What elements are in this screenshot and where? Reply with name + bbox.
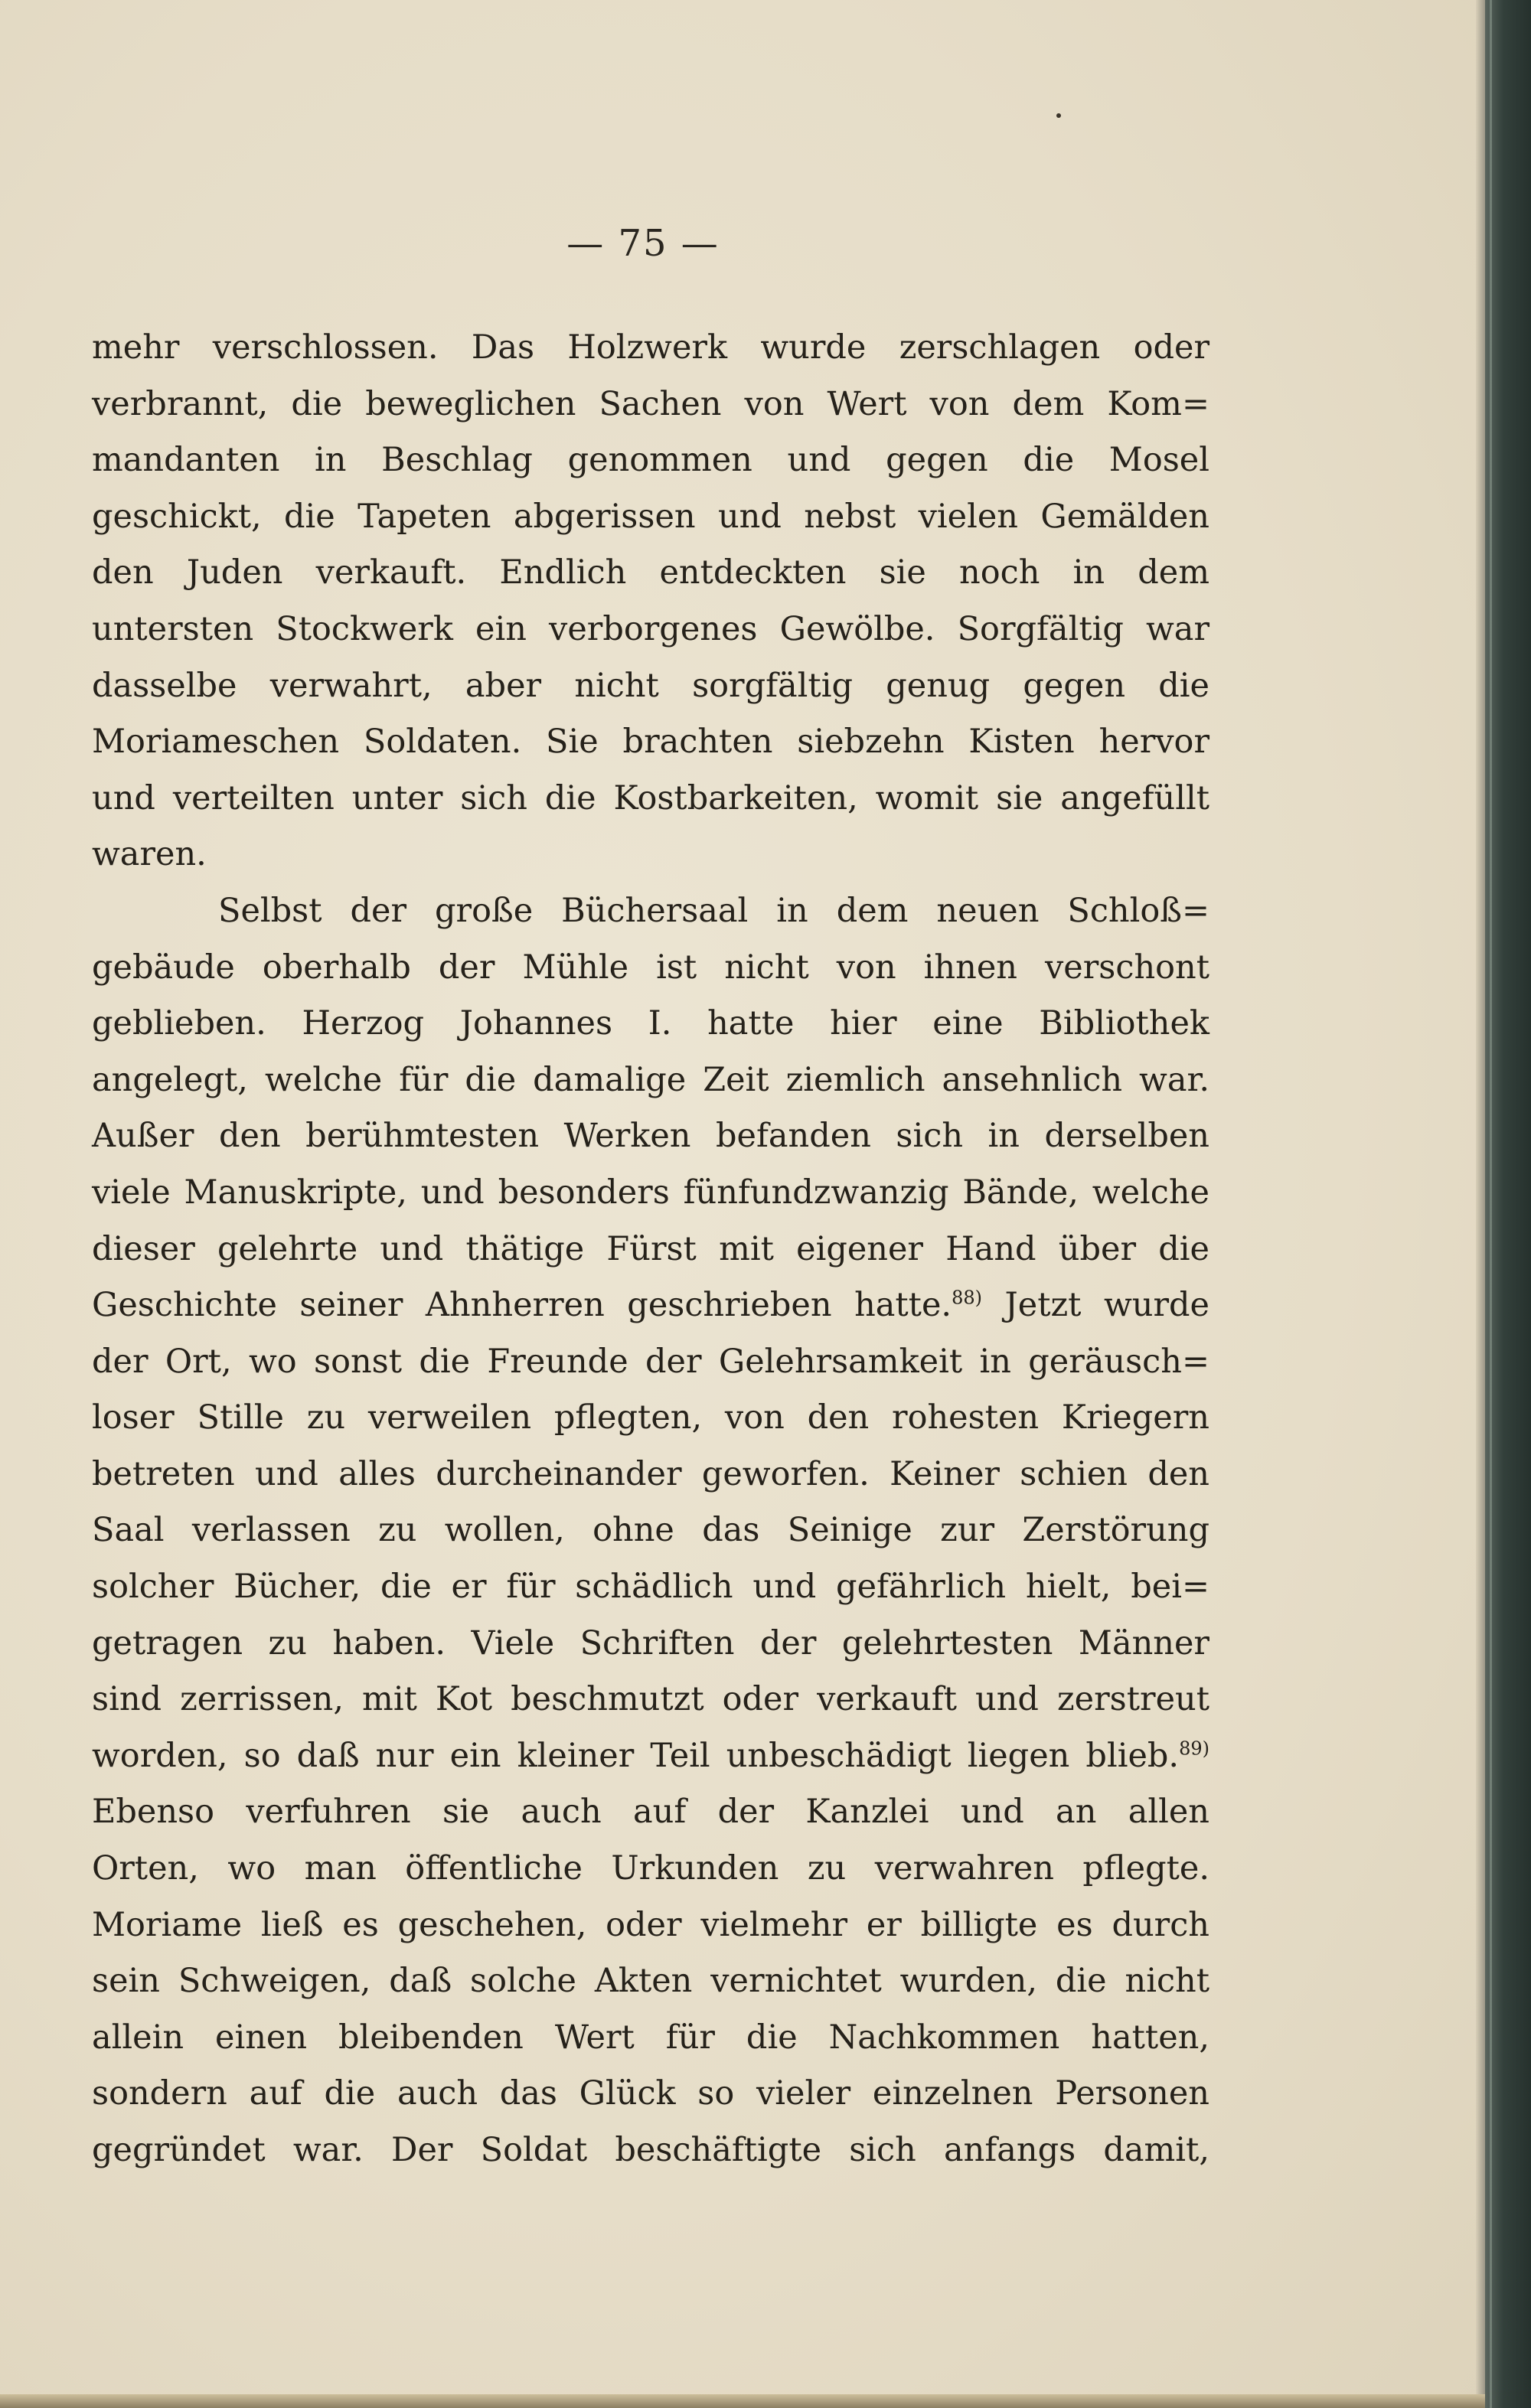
binding-stripe <box>1490 0 1492 2408</box>
text-line-content: getragen zu haben. Viele Schriften der gelehrtesten Männer <box>92 1623 1209 1662</box>
body-text <box>92 320 1209 2179</box>
text-line-content: sein Schweigen, daß solche Akten vernichtet wurden, die nicht <box>92 1962 1209 2001</box>
text-line-content: sondern auf die auch das Glück so vieler einzelnen Personen <box>92 2074 1209 2113</box>
footnote-reference: 89) <box>1179 1737 1209 1760</box>
page-number: — 75 — <box>566 222 720 265</box>
text-line <box>92 489 1209 546</box>
text-line-content: loser Stille zu verweilen pflegten, von den rohesten Kriegern <box>92 1398 1209 1437</box>
text-line <box>92 1953 1209 2010</box>
text-line <box>92 771 1209 827</box>
footnote-reference: 88) <box>952 1287 982 1309</box>
text-line <box>92 2010 1209 2067</box>
text-line <box>92 1841 1209 1897</box>
text-line <box>92 1616 1209 1672</box>
text-line-content: angelegt, welche für die damalige Zeit ziemlich ansehnlich war. <box>92 1060 1209 1099</box>
text-line <box>92 2122 1209 2179</box>
text-line <box>92 377 1209 433</box>
page-bottom-edge <box>0 2394 1485 2408</box>
text-line <box>92 602 1209 658</box>
text-line-content: den Juden verkauft. Endlich entdeckten sie noch in dem <box>92 553 1209 592</box>
text-line <box>92 883 1209 940</box>
text-line <box>92 714 1209 771</box>
text-line <box>92 1447 1209 1503</box>
text-line <box>92 545 1209 602</box>
text-line <box>92 940 1209 997</box>
text-line-content: geblieben. Herzog Johannes I. hatte hier eine Bibliothek <box>92 1004 1209 1043</box>
text-line-content: Moriame ließ es geschehen, oder vielmehr er billigte es durch <box>92 1905 1209 1944</box>
text-line <box>92 827 1209 883</box>
text-line-content: betreten und alles durcheinander geworfen. Keiner schien den <box>92 1454 1209 1493</box>
text-line <box>92 1672 1209 1728</box>
text-line-content: dieser gelehrte und thätige Fürst mit eigener Hand über die <box>92 1229 1209 1268</box>
text-line <box>92 1165 1209 1222</box>
text-line-content: Selbst der große Büchersaal in dem neuen Schloß= <box>218 891 1209 930</box>
text-line <box>92 1052 1209 1109</box>
text-line <box>92 1108 1209 1165</box>
text-line-content: Saal verlassen zu wollen, ohne das Seinige zur Zerstörung <box>92 1511 1209 1550</box>
book-binding <box>1485 0 1531 2408</box>
ink-speck <box>1056 113 1061 118</box>
text-line-content: viele Manuskripte, und besonders fünfundzwanzig Bände, welche <box>92 1173 1209 1212</box>
text-line <box>92 2066 1209 2122</box>
page-edge-shadow <box>1476 0 1485 2408</box>
text-line-content: mandanten in Beschlag genommen und gegen die Mosel <box>92 441 1209 480</box>
text-line <box>92 432 1209 489</box>
text-line-content: solcher Bücher, die er für schädlich und gefährlich hielt, bei= <box>92 1568 1209 1607</box>
text-line-content: geschickt, die Tapeten abgerissen und nebst vielen Gemälden <box>92 497 1209 536</box>
text-line <box>92 1277 1209 1334</box>
text-line-content: der Ort, wo sonst die Freunde der Gelehrsamkeit in geräusch= <box>92 1342 1209 1381</box>
text-line-content: mehr verschlossen. Das Holzwerk wurde zerschlagen oder <box>92 328 1209 367</box>
text-line-content: Ebenso verfuhren sie auch auf der Kanzlei und an allen <box>92 1793 1209 1832</box>
text-line <box>92 1784 1209 1841</box>
text-line-content: waren. <box>92 835 207 874</box>
text-line-content: allein einen bleibenden Wert für die Nachkommen hatten, <box>92 2018 1209 2057</box>
text-line <box>92 1334 1209 1391</box>
text-line <box>92 1222 1209 1278</box>
text-line-content: untersten Stockwerk ein verborgenes Gewölbe. Sorgfältig war <box>92 609 1209 648</box>
text-line-content: verbrannt, die beweglichen Sachen von Wert von dem Kom= <box>92 384 1209 423</box>
text-line-content: dasselbe verwahrt, aber nicht sorgfältig genug gegen die <box>92 666 1209 705</box>
text-line <box>92 1390 1209 1447</box>
text-line-content: Außer den berühmtesten Werken befanden sich in derselben <box>92 1117 1209 1156</box>
text-line-content: gebäude oberhalb der Mühle ist nicht von ihnen verschont <box>92 948 1209 987</box>
text-line-content: und verteilten unter sich die Kostbarkeiten, womit sie angefüllt <box>92 778 1209 817</box>
text-line-content: worden, so daß nur ein kleiner Teil unbeschädigt liegen blieb. <box>92 1736 1180 1775</box>
text-line <box>92 658 1209 715</box>
text-line-content: Orten, wo man öffentliche Urkunden zu verwahren pflegte. <box>92 1849 1209 1888</box>
text-line-content: sind zerrissen, mit Kot beschmutzt oder verkauft und zerstreut <box>92 1680 1209 1719</box>
text-line-content: Moriameschen Soldaten. Sie brachten siebzehn Kisten hervor <box>92 723 1209 762</box>
text-line <box>92 1559 1209 1616</box>
text-line-continuation: Jetzt wurde <box>982 1286 1209 1325</box>
text-line <box>92 996 1209 1052</box>
text-line <box>92 1897 1209 1954</box>
text-line <box>92 320 1209 377</box>
text-line <box>92 1503 1209 1559</box>
text-line-content: Geschichte seiner Ahnherren geschrieben hatte. <box>92 1286 952 1325</box>
text-line <box>92 1728 1209 1785</box>
text-line-content: gegründet war. Der Soldat beschäftigte sich anfangs damit, <box>92 2131 1209 2169</box>
